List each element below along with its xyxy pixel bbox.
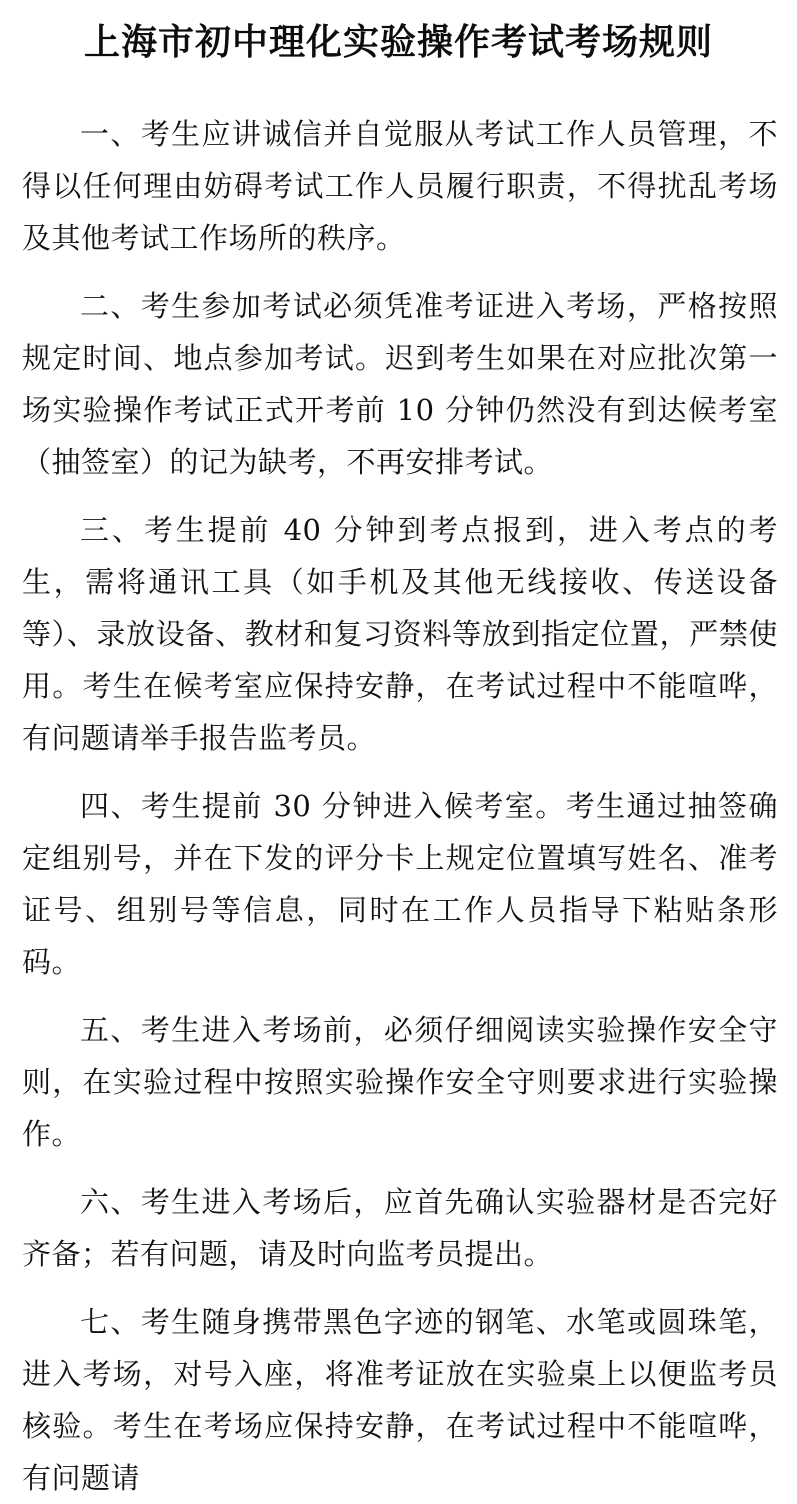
- rules-list: [22, 108, 778, 1504]
- rule-paragraph-6: 六、考生进入考场后，应首先确认实验器材是否完好齐备；若有问题，请及时向监考员提出。: [22, 1185, 778, 1271]
- rule-paragraph-4: 四、考生提前 30 分钟进入候考室。考生通过抽签确定组别号，并在下发的评分卡上规定位置填写姓名、准考证号、组别号等信息，同时在工作人员指导下粘贴条形码。: [22, 789, 778, 979]
- rule-paragraph-7: 七、考生随身携带黑色字迹的钢笔、水笔或圆珠笔，进入考场，对号入座，将准考证放在实验桌上以便监考员核验。考生在考场应保持安静，在考试过程中不能喧哗，有问题请: [22, 1305, 778, 1495]
- rule-paragraph-5: 五、考生进入考场前，必须仔细阅读实验操作安全守则，在实验过程中按照实验操作安全守则要求进行实验操作。: [22, 1013, 778, 1151]
- document-title: 上海市初中理化实验操作考试考场规则: [83, 21, 713, 63]
- rule-paragraph-1: 一、考生应讲诚信并自觉服从考试工作人员管理，不得以任何理由妨碍考试工作人员履行职责，不得扰乱考场及其他考试工作场所的秩序。: [22, 117, 778, 255]
- rule-paragraph-3: 三、考生提前 40 分钟到考点报到，进入考点的考生，需将通讯工具（如手机及其他无线接收、传送设备等）、录放设备、教材和复习资料等放到指定位置，严禁使用。考生在候考室应保持安静，在考试过程中不能喧哗，有问题请举手报告监考员。: [22, 513, 778, 755]
- rule-paragraph-2: 二、考生参加考试必须凭准考证进入考场，严格按照规定时间、地点参加考试。迟到考生如果在对应批次第一场实验操作考试正式开考前 10 分钟仍然没有到达候考室（抽签室）的记为缺考，不再安排考试。: [22, 289, 778, 479]
